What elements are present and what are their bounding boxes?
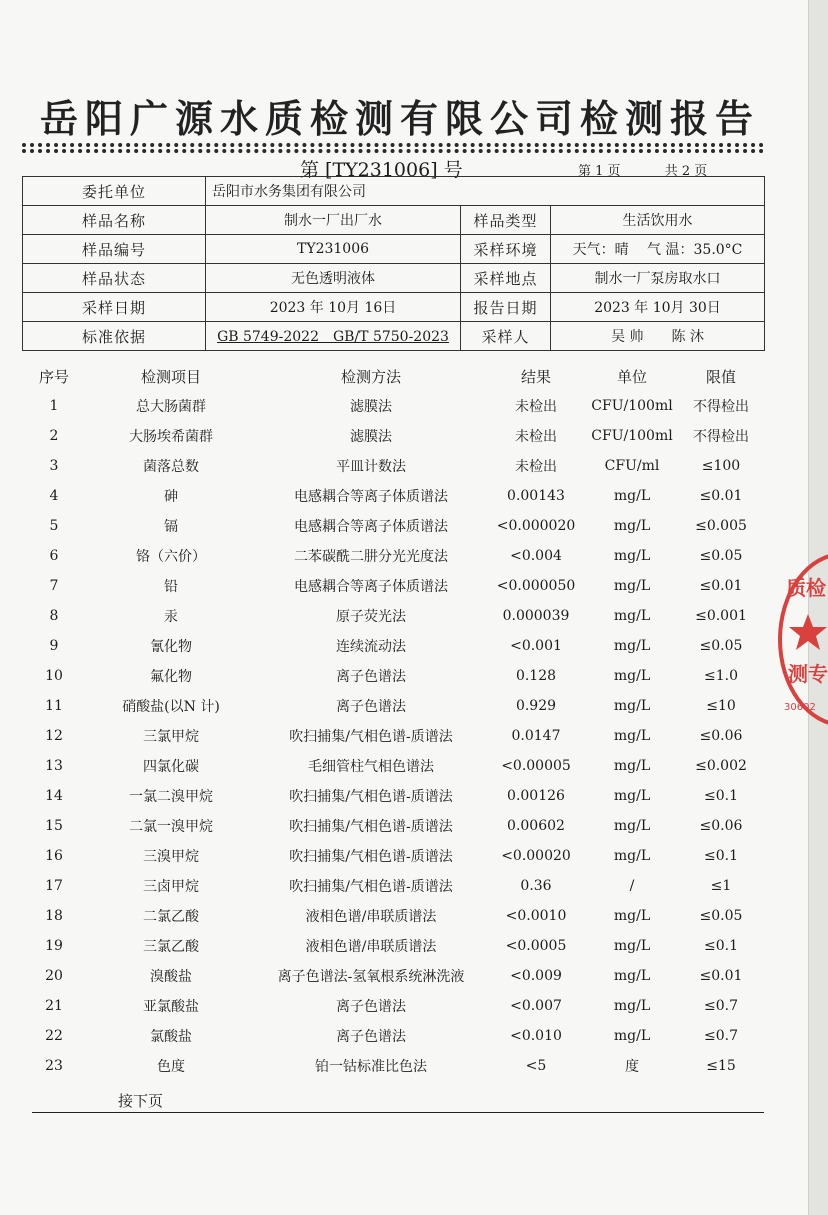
- test-item-cell: 砷: [164, 489, 178, 505]
- row-index-cell: 19: [45, 938, 63, 954]
- column-header-row-index: 序号: [38, 367, 69, 386]
- row-index-cell: 1: [49, 398, 59, 414]
- limit-cell: ≤0.05: [699, 638, 743, 654]
- row-index-cell: 9: [49, 638, 59, 654]
- test-method-cell: 电感耦合等离子体质谱法: [294, 579, 448, 595]
- test-item-cell: 二氯乙酸: [143, 909, 199, 925]
- table-row: [22, 451, 764, 481]
- info-row-client: [23, 177, 765, 206]
- test-method-cell: 二苯碳酰二肼分光光度法: [294, 549, 448, 565]
- unit-cell: mg/L: [613, 1028, 651, 1044]
- client-label: 委托单位: [23, 177, 206, 206]
- limit-cell: ≤0.05: [699, 908, 743, 924]
- unit-cell: CFU/100ml: [591, 398, 673, 414]
- test-method-cell: 毛细管柱气相色谱法: [308, 759, 434, 775]
- test-method-cell: 原子荧光法: [336, 609, 406, 625]
- limit-cell: ≤0.1: [704, 848, 738, 864]
- limit-cell: ≤0.1: [704, 788, 738, 804]
- test-method-cell: 吹扫捕集/气相色谱-质谱法: [289, 729, 453, 745]
- continued-note: 接下页: [118, 1092, 164, 1110]
- total-pages: 共 2 页: [664, 164, 708, 179]
- unit-cell: mg/L: [613, 848, 651, 864]
- sample-date-value: 2023 年 10月 16日: [206, 293, 461, 322]
- table-row: [22, 991, 764, 1021]
- unit-cell: mg/L: [613, 518, 651, 534]
- test-method-cell: 平皿计数法: [336, 459, 406, 475]
- limit-cell: ≤0.7: [704, 1028, 738, 1044]
- test-method-cell: 离子色谱法: [336, 669, 406, 685]
- row-index-cell: 15: [45, 818, 63, 834]
- unit-cell: mg/L: [613, 578, 651, 594]
- result-cell: <0.00020: [501, 848, 571, 864]
- limit-cell: ≤0.05: [699, 548, 743, 564]
- bottom-rule: [32, 1112, 764, 1113]
- limit-cell: ≤10: [706, 698, 736, 714]
- result-cell: <0.001: [510, 638, 562, 654]
- state-label: 样品状态: [23, 264, 206, 293]
- test-item-cell: 硝酸盐(以N 计): [122, 699, 220, 715]
- report-title: 岳阳广源水质检测有限公司检测报告: [40, 97, 761, 141]
- result-cell: 0.000039: [502, 608, 570, 624]
- limit-cell: ≤0.005: [695, 518, 747, 534]
- test-method-cell: 连续流动法: [336, 639, 406, 655]
- column-header-test-method: 检测方法: [340, 367, 401, 386]
- row-index-cell: 13: [45, 758, 63, 774]
- info-row-sample-no: [23, 235, 765, 264]
- test-method-cell: 铂一钴标准比色法: [315, 1059, 427, 1075]
- result-cell: 未检出: [515, 429, 557, 445]
- env-label: 采样环境: [461, 235, 551, 264]
- table-header-row: [22, 361, 764, 391]
- test-item-cell: 二氯一溴甲烷: [129, 819, 213, 835]
- test-item-cell: 氰化物: [150, 639, 192, 655]
- limit-cell: ≤0.06: [699, 818, 743, 834]
- env-value: 天气：晴 气 温：35.0°C: [551, 235, 765, 264]
- unit-cell: mg/L: [613, 698, 651, 714]
- test-item-cell: 三氯乙酸: [143, 939, 199, 955]
- result-cell: <0.00005: [501, 758, 571, 774]
- row-index-cell: 21: [45, 998, 63, 1014]
- column-header-limit: 限值: [705, 367, 736, 386]
- row-index-cell: 17: [45, 878, 63, 894]
- row-index-cell: 12: [45, 728, 63, 744]
- unit-cell: mg/L: [613, 548, 651, 564]
- sampler-label: 采样人: [461, 322, 551, 351]
- limit-cell: ≤0.1: [704, 938, 738, 954]
- column-header-unit: 单位: [616, 367, 647, 386]
- test-method-cell: 离子色谱法-氢氧根系统淋洗液: [277, 969, 465, 985]
- result-cell: <0.004: [510, 548, 562, 564]
- unit-cell: mg/L: [613, 938, 651, 954]
- table-row: [22, 541, 764, 571]
- table-row: [22, 571, 764, 601]
- report-date-label: 报告日期: [461, 293, 551, 322]
- row-index-cell: 23: [45, 1058, 63, 1074]
- report-number: 第 [TY231006] 号: [300, 159, 463, 181]
- result-cell: 未检出: [515, 399, 557, 415]
- table-row: [22, 601, 764, 631]
- table-row: [22, 811, 764, 841]
- unit-cell: mg/L: [613, 818, 651, 834]
- limit-cell: ≤15: [706, 1058, 736, 1074]
- stamp-code: 30602: [784, 702, 816, 713]
- unit-cell: mg/L: [613, 968, 651, 984]
- table-row: [22, 751, 764, 781]
- table-row: [22, 391, 764, 421]
- table-row: [22, 481, 764, 511]
- test-method-cell: 离子色谱法: [336, 1029, 406, 1045]
- site-value: 制水一厂泵房取水口: [551, 264, 765, 293]
- test-item-cell: 总大肠菌群: [136, 399, 206, 415]
- limit-cell: ≤0.06: [699, 728, 743, 744]
- dotted-divider: [22, 143, 764, 153]
- test-method-cell: 离子色谱法: [336, 999, 406, 1015]
- limit-cell: ≤100: [701, 458, 741, 474]
- info-row-state: [23, 264, 765, 293]
- result-cell: <0.010: [510, 1028, 562, 1044]
- sample-no-label: 样品编号: [23, 235, 206, 264]
- standard-label: 标准依据: [23, 322, 206, 351]
- row-index-cell: 20: [45, 968, 63, 984]
- table-row: [22, 961, 764, 991]
- table-row: [22, 871, 764, 901]
- unit-cell: mg/L: [613, 998, 651, 1014]
- result-cell: 0.36: [520, 878, 552, 894]
- limit-cell: ≤0.01: [699, 968, 743, 984]
- row-index-cell: 14: [45, 788, 63, 804]
- stamp-star-icon: [788, 612, 828, 652]
- test-item-cell: 四氯化碳: [143, 759, 199, 775]
- state-value: 无色透明液体: [206, 264, 461, 293]
- test-item-cell: 溴酸盐: [150, 969, 192, 985]
- test-method-cell: 滤膜法: [350, 399, 392, 415]
- test-method-cell: 吹扫捕集/气相色谱-质谱法: [289, 789, 453, 805]
- test-method-cell: 吹扫捕集/气相色谱-质谱法: [289, 879, 453, 895]
- info-row-dates: [23, 293, 765, 322]
- limit-cell: ≤0.002: [695, 758, 747, 774]
- table-row: [22, 631, 764, 661]
- row-index-cell: 3: [49, 458, 59, 474]
- test-item-cell: 色度: [157, 1059, 185, 1075]
- report-date-value: 2023 年 10月 30日: [551, 293, 765, 322]
- result-cell: 0.00126: [507, 788, 565, 804]
- row-index-cell: 18: [45, 908, 63, 924]
- unit-cell: CFU/ml: [604, 458, 660, 474]
- limit-cell: 不得检出: [693, 399, 749, 415]
- sampler-value: 吴 帅 陈 沐: [551, 322, 765, 351]
- limit-cell: ≤1.0: [704, 668, 738, 684]
- table-row: [22, 421, 764, 451]
- result-cell: <0.0010: [505, 908, 567, 924]
- test-method-cell: 液相色谱/串联质谱法: [305, 909, 437, 925]
- table-row: [22, 1021, 764, 1051]
- sample-type-value: 生活饮用水: [551, 206, 765, 235]
- row-index-cell: 22: [45, 1028, 63, 1044]
- row-index-cell: 11: [45, 698, 63, 714]
- sample-no-value: TY231006: [206, 235, 461, 264]
- test-method-cell: 电感耦合等离子体质谱法: [294, 519, 448, 535]
- test-item-cell: 菌落总数: [143, 459, 199, 475]
- unit-cell: mg/L: [613, 668, 651, 684]
- unit-cell: mg/L: [613, 908, 651, 924]
- test-method-cell: 滤膜法: [350, 429, 392, 445]
- unit-cell: mg/L: [613, 758, 651, 774]
- standard-value: GB 5749-2022 GB/T 5750-2023: [206, 322, 461, 351]
- row-index-cell: 7: [49, 578, 59, 594]
- test-item-cell: 三氯甲烷: [143, 729, 199, 745]
- unit-cell: mg/L: [613, 788, 651, 804]
- test-item-cell: 镉: [164, 519, 178, 535]
- result-cell: <5: [525, 1058, 547, 1074]
- result-cell: 0.128: [515, 668, 557, 684]
- test-method-cell: 吹扫捕集/气相色谱-质谱法: [289, 849, 453, 865]
- table-row: [22, 691, 764, 721]
- test-item-cell: 三溴甲烷: [143, 849, 199, 865]
- test-item-cell: 氯酸盐: [150, 1029, 192, 1045]
- test-method-cell: 电感耦合等离子体质谱法: [294, 489, 448, 505]
- result-cell: 0.00143: [507, 488, 565, 504]
- sample-type-label: 样品类型: [461, 206, 551, 235]
- result-cell: <0.000050: [496, 578, 576, 594]
- test-item-cell: 三卤甲烷: [143, 879, 199, 895]
- result-cell: 0.929: [515, 698, 557, 714]
- table-row: [22, 841, 764, 871]
- test-method-cell: 离子色谱法: [336, 699, 406, 715]
- unit-cell: 度: [625, 1059, 639, 1075]
- row-index-cell: 2: [49, 428, 59, 444]
- sample-info-table: [22, 176, 765, 351]
- test-item-cell: 亚氯酸盐: [143, 999, 199, 1015]
- sample-name-label: 样品名称: [23, 206, 206, 235]
- limit-cell: ≤0.01: [699, 488, 743, 504]
- test-method-cell: 液相色谱/串联质谱法: [305, 939, 437, 955]
- result-cell: 0.00602: [507, 818, 565, 834]
- column-header-test-item: 检测项目: [140, 367, 201, 386]
- unit-cell: mg/L: [613, 608, 651, 624]
- result-cell: <0.007: [510, 998, 562, 1014]
- table-row: [22, 931, 764, 961]
- test-method-cell: 吹扫捕集/气相色谱-质谱法: [289, 819, 453, 835]
- official-stamp: [778, 552, 828, 732]
- table-row: [22, 511, 764, 541]
- info-row-sample-name: [23, 206, 765, 235]
- unit-cell: mg/L: [613, 638, 651, 654]
- limit-cell: ≤0.7: [704, 998, 738, 1014]
- test-results-table: [22, 361, 764, 1081]
- row-index-cell: 5: [49, 518, 59, 534]
- unit-cell: mg/L: [613, 728, 651, 744]
- sample-name-value: 制水一厂出厂水: [206, 206, 461, 235]
- table-row: [22, 721, 764, 751]
- unit-cell: /: [629, 878, 635, 894]
- table-row: [22, 661, 764, 691]
- result-cell: <0.0005: [505, 938, 567, 954]
- sample-date-label: 采样日期: [23, 293, 206, 322]
- table-row: [22, 781, 764, 811]
- row-index-cell: 8: [49, 608, 59, 624]
- column-header-result: 结果: [520, 367, 551, 386]
- stamp-text-top: 质检: [786, 576, 826, 600]
- site-label: 采样地点: [461, 264, 551, 293]
- table-row: [22, 1051, 764, 1081]
- result-cell: 未检出: [515, 459, 557, 475]
- test-item-cell: 铬（六价）: [136, 549, 206, 565]
- page-number: 第 1 页: [578, 164, 621, 179]
- row-index-cell: 16: [45, 848, 63, 864]
- result-cell: <0.000020: [496, 518, 576, 534]
- row-index-cell: 6: [49, 548, 59, 564]
- row-index-cell: 4: [49, 488, 59, 504]
- test-item-cell: 一氯二溴甲烷: [129, 789, 213, 805]
- row-index-cell: 10: [45, 668, 63, 684]
- limit-cell: ≤0.001: [695, 608, 747, 624]
- table-row: [22, 901, 764, 931]
- limit-cell: ≤1: [710, 878, 732, 894]
- unit-cell: CFU/100ml: [591, 428, 673, 444]
- test-item-cell: 汞: [164, 609, 178, 625]
- stamp-text-bottom: 测专: [788, 662, 828, 686]
- test-item-cell: 大肠埃希菌群: [129, 429, 213, 445]
- info-row-standard: [23, 322, 765, 351]
- test-item-cell: 氟化物: [150, 669, 192, 685]
- result-cell: 0.0147: [511, 728, 561, 744]
- test-item-cell: 铅: [164, 579, 178, 595]
- result-cell: <0.009: [510, 968, 562, 984]
- unit-cell: mg/L: [613, 488, 651, 504]
- limit-cell: ≤0.01: [699, 578, 743, 594]
- limit-cell: 不得检出: [693, 429, 749, 445]
- client-value: 岳阳市水务集团有限公司: [206, 177, 765, 206]
